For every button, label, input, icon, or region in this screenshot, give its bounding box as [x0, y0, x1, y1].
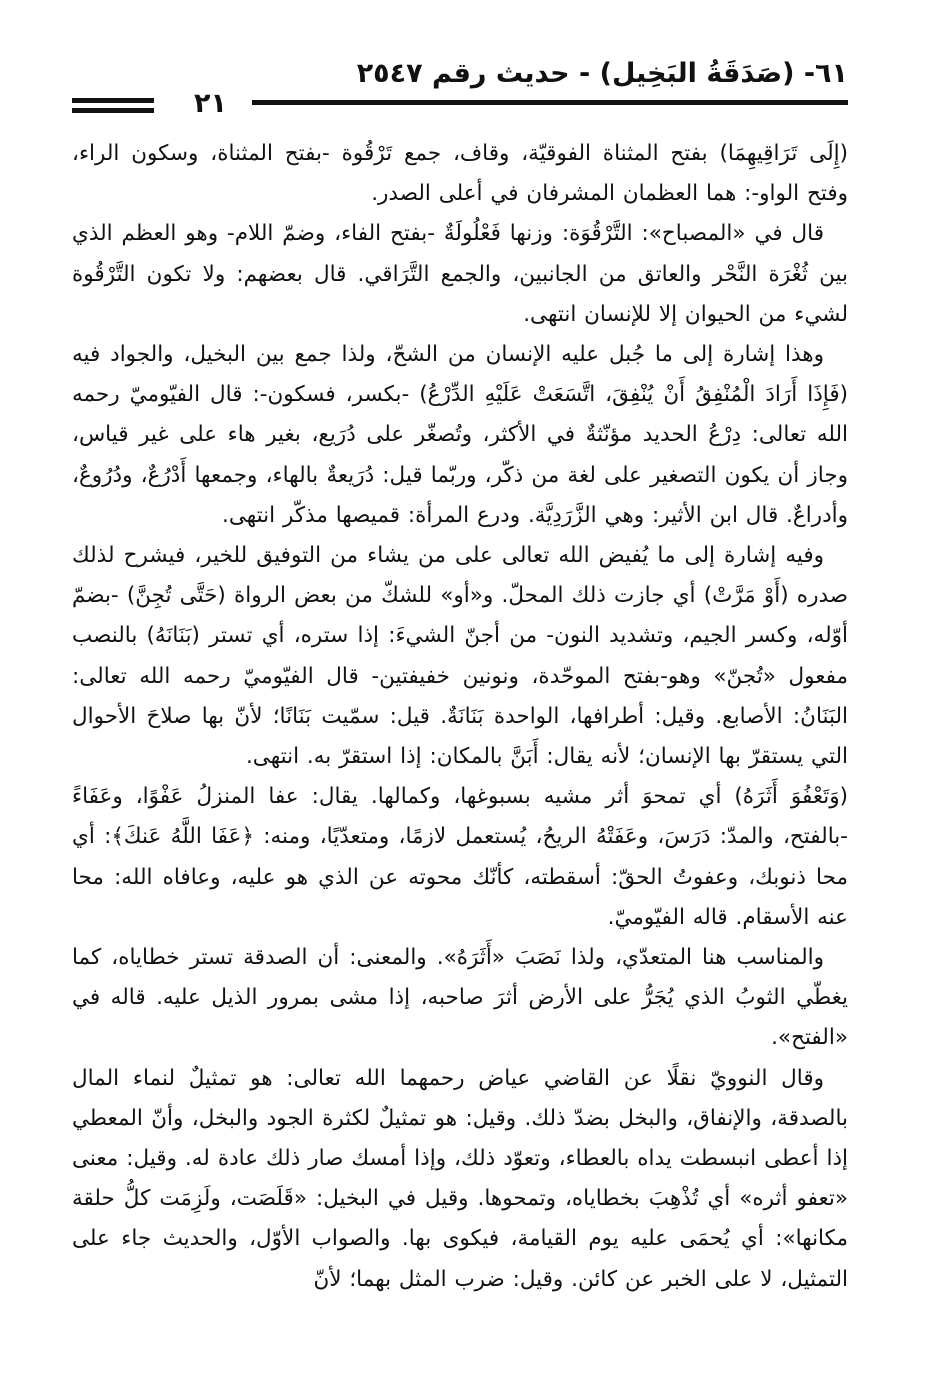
page-number: ٢١	[184, 86, 237, 122]
header-rule	[252, 100, 848, 105]
book-page	[72, 48, 848, 1348]
paragraph: والمناسب هنا المتعدّي، ولذا نَصَبَ «أَثَرَهُ». والمعنى: أن الصدقة تستر خطاياه، كما يغطّي الثوبُ الذي يُجَرُّ على الأرض أثرَ صاحبه، إذا مشى بمرور الذيل عليه. قاله في «الفتح».	[72, 945, 848, 1051]
page-header	[72, 48, 848, 126]
main-text	[72, 134, 848, 1300]
paragraph: (وَتَعْفُوَ أَثَرَهُ) أي تمحوَ أثر مشيه بسبوغها، وكمالها. يقال: عفا المنزلُ عَفْوًا، وعَفَاءً -بالفتح، والمدّ: دَرَسَ، وعَفَتْهُ الريحُ، يُستعمل لازمًا، ومتعدّيًا، ومنه: ﴿عَفَا اللَّهُ عَنكَ﴾: أي محا ذنوبك، وعفوتُ الحقّ: أسقطته، كأنّك محوته عن الذي هو عليه، وعافاه الله: محا عنه الأسقام. قاله الفيّوميّ.	[72, 784, 848, 930]
header-rule-double-bottom	[72, 108, 154, 113]
paragraph: وفيه إشارة إلى ما يُفيض الله تعالى على من يشاء من التوفيق للخير، فيشرح لذلك صدره (أَوْ مَرَّتْ) أي جازت ذلك المحلّ. و«أو» للشكّ من بعض الرواة (حَتَّى تُجِنَّ) -بضمّ أوّله، وكسر الجيم، وتشديد النون- من أجنّ الشيءَ: إذا ستره، أي تستر (بَنَانَهُ) بالنصب مفعول «تُجنّ» وهو-بفتح الموحّدة، ونونين خفيفتين- قال الفيّوميّ رحمه الله تعالى: البَنَانُ: الأصابع. وقيل: أطرافها، الواحدة بَنَانَةٌ. قيل: سمّيت بَنَانًا؛ لأنّ بها صلاحَ الأحوال التي يستقرّ بها الإنسان؛ لأنه يقال: أَبَنَّ بالمكان: إذا استقرّ به. انتهى.	[72, 543, 848, 770]
header-rule-double-top	[72, 98, 154, 103]
paragraph: قال في «المصباح»: التَّرْقُوَة: وزنها فَعْلُولَةٌ -بفتح الفاء، وضمّ اللام- وهو العظم الذي بين ثُغْرَة النَّحْر والعاتق من الجانبين، والجمع التَّرَاقي. قال بعضهم: ولا تكون التَّرْقُوة لشيء من الحيوان إلا للإنسان انتهى.	[72, 221, 848, 327]
paragraph: (إِلَى تَرَاقِيهِمَا) بفتح المثناة الفوقيّة، وقاف، جمع تَرْقُوة -بفتح المثناة، وسكون الراء، وفتح الواو-: هما العظمان المشرفان في أعلى الصدر.	[72, 141, 848, 207]
paragraph: وقال النوويّ نقلًا عن القاضي عياض رحمهما الله تعالى: هو تمثيلٌ لنماء المال بالصدقة، والإنفاق، والبخل بضدّ ذلك. وقيل: هو تمثيلٌ لكثرة الجود والبخل، وأنّ المعطي إذا أعطى انبسطت يداه بالعطاء، وتعوّد ذلك، وإذا أمسك صار ذلك عادة له. وقيل: معنى «تعفو أثره» أي تُذْهِبَ بخطاياه، وتمحوها. وقيل في البخيل: «قَلَصَت، ولَزِمَت كلُّ حلقة مكانها»: أي يُحمَى عليه يوم القيامة، فيكوى بها. والصواب الأوّل، والحديث جاء على التمثيل، لا على الخبر عن كائن. وقيل: ضرب المثل بهما؛ لأنّ	[72, 1065, 848, 1292]
running-title: ٦١- (صَدَقَةُ البَخِيل) - حديث رقم ٢٥٤٧	[356, 58, 848, 89]
paragraph: وهذا إشارة إلى ما جُبل عليه الإنسان من الشحّ، ولذا جمع بين البخيل، والجواد فيه (فَإِذَا أَرَادَ الْمُنْفِقُ أَنْ يُنْفِقَ، اتَّسَعَتْ عَلَيْهِ الدِّرْعُ) -بكسر، فسكون-: قال الفيّوميّ رحمه الله تعالى: دِرْعُ الحديد مؤنّثةٌ في الأكثر، وتُصغّر على دُرَيع، بغير هاء على غير قياس، وجاز أن يكون التصغير على لغة من ذكّر، وربّما قيل: دُرَيعةٌ بالهاء، وجمعها أَدْرُعٌ، ودُرُوعٌ، وأدراعٌ. قال ابن الأثير: وهي الزَّرَدِيَّة. ودرع المرأة: قميصها مذكّر انتهى.	[72, 342, 848, 528]
